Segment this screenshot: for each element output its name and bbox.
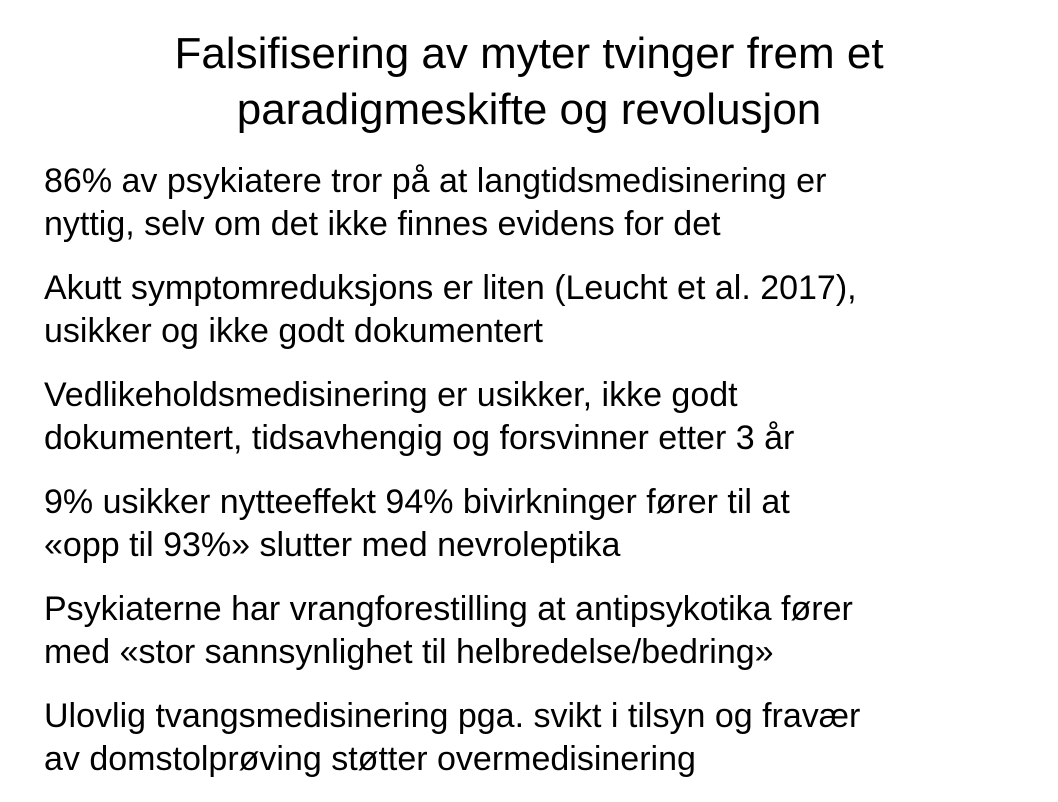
bullet-1-line-2: nyttig, selv om det ikke finnes evidens for det (44, 205, 721, 243)
bullet-5-line-2: med «stor sannsynlighet til helbredelse/bedring» (44, 633, 774, 671)
slide-title-line-2: paradigmeskifte og revolusjon (236, 85, 822, 134)
bullet-4-line-2: «opp til 93%» slutter med nevroleptika (44, 526, 621, 564)
bullet-4-line-1: 9% usikker nytteeffekt 94% bivirkninger fører til at (44, 483, 790, 521)
bullet-2-line-1: Akutt symptomreduksjons er liten (Leucht et al. 2017), (44, 269, 857, 307)
bullet-item-4 (44, 481, 1044, 567)
bullet-2-line-2: usikker og ikke godt dokumentert (44, 312, 543, 350)
bullet-item-2 (44, 267, 1044, 353)
bullet-3-line-1: Vedlikeholdsmedisinering er usikker, ikke godt (44, 376, 738, 414)
bullet-list (44, 160, 1044, 802)
bullet-6-line-2: av domstolprøving støtter overmedisinering (44, 740, 696, 778)
bullet-item-3 (44, 374, 1044, 460)
bullet-item-5 (44, 588, 1044, 674)
bullet-6-line-1: Ulovlig tvangsmedisinering pga. svikt i tilsyn og fravær (44, 697, 861, 735)
bullet-1-line-1: 86% av psykiatere tror på at langtidsmedisinering er (44, 162, 827, 200)
slide-title (0, 26, 1058, 138)
bullet-item-1 (44, 160, 1044, 246)
bullet-item-6 (44, 695, 1044, 781)
bullet-3-line-2: dokumentert, tidsavhengig og forsvinner etter 3 år (44, 419, 795, 457)
bullet-5-line-1: Psykiaterne har vrangforestilling at antipsykotika fører (44, 590, 853, 628)
slide-title-line-1: Falsifisering av myter tvinger frem et (174, 29, 884, 78)
